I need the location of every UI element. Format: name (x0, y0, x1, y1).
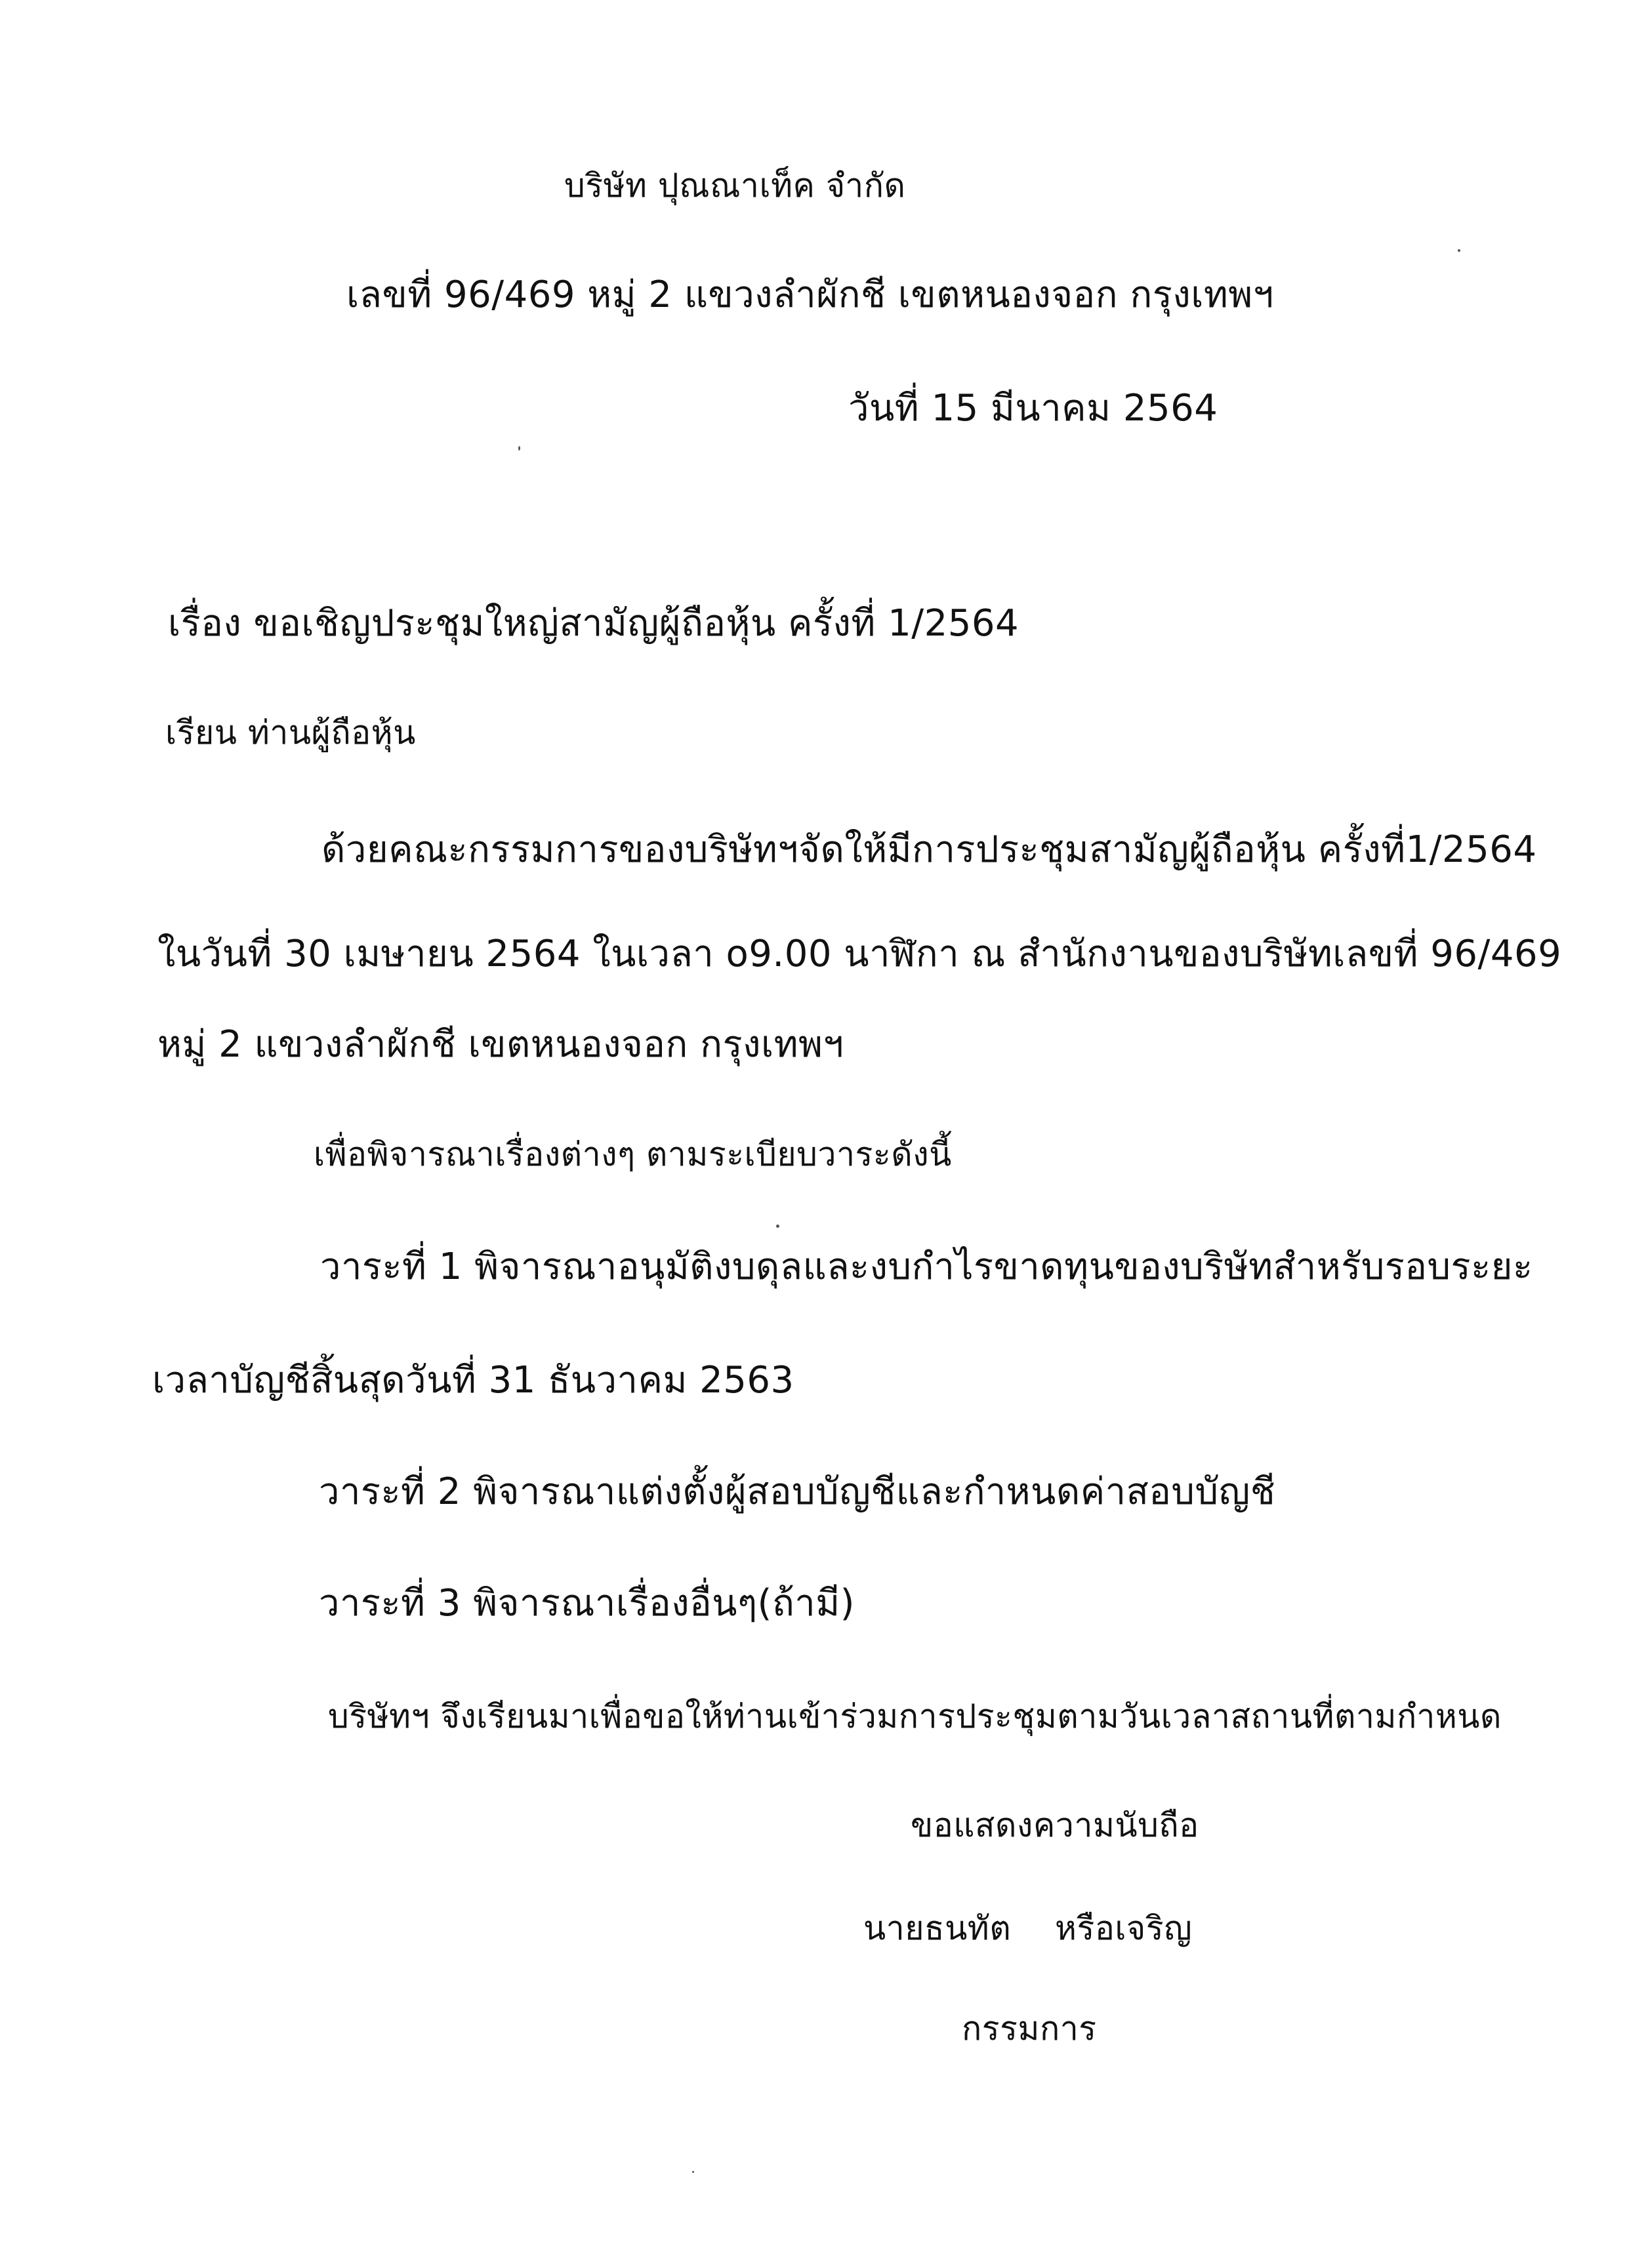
letter-salutation: เรียน ท่านผู้ถือหุ้น (165, 714, 416, 752)
scan-speck (518, 446, 520, 451)
paragraph1-line1: ด้วยคณะกรรมการของบริษัทฯจัดให้มีการประชุมสามัญผู้ถือหุ้น ครั้งที่1/2564 (321, 828, 1537, 871)
agenda3: วาระที่ 3 พิจารณาเรื่องอื่นๆ(ถ้ามี) (319, 1582, 855, 1625)
scan-speck (776, 1225, 779, 1228)
agenda2: วาระที่ 2 พิจารณาแต่งตั้งผู้สอบบัญชีและกำหนดค่าสอบบัญชี (319, 1470, 1276, 1513)
paragraph1-line2: ในวันที่ 30 เมษายน 2564 ในเวลา o9.00 นาฬิกา ณ สำนักงานของบริษัทเลขที่ 96/469 (157, 933, 1562, 975)
company-name: บริษัท ปุณณาเท็ค จำกัด (564, 167, 906, 205)
scan-speck (692, 2171, 694, 2173)
signatory-last-name: หรือเจริญ (1055, 1909, 1193, 1947)
signatory-first-name: นายธนทัต (863, 1909, 1012, 1947)
agenda1-line1: วาระที่ 1 พิจารณาอนุมัติงบดุลและงบกำไรขาดทุนของบริษัทสำหรับรอบระยะ (320, 1245, 1533, 1288)
agenda-intro: เพื่อพิจารณาเรื่องต่างๆ ตามระเบียบวาระดังนี้ (314, 1135, 952, 1173)
scan-speck (1458, 249, 1460, 252)
company-address: เลขที่ 96/469 หมู่ 2 แขวงลำผักชี เขตหนองจอก กรุงเทพฯ (346, 273, 1274, 316)
closing-request: บริษัทฯ จึงเรียนมาเพื่อขอให้ท่านเข้าร่วมการประชุมตามวันเวลาสถานที่ตามกำหนด (328, 1697, 1502, 1735)
signatory-position: กรรมการ (962, 2010, 1097, 2048)
paragraph1-line3: หมู่ 2 แขวงลำผักชี เขตหนองจอก กรุงเทพฯ (157, 1023, 844, 1066)
letter-subject: เรื่อง ขอเชิญประชุมใหญ่สามัญผู้ถือหุ้น ครั้งที่ 1/2564 (168, 602, 1019, 645)
signature-closing: ขอแสดงความนับถือ (911, 1806, 1199, 1844)
agenda1-line2: เวลาบัญชีสิ้นสุดวันที่ 31 ธันวาคม 2563 (152, 1359, 794, 1402)
letter-date: วันที่ 15 มีนาคม 2564 (848, 387, 1218, 430)
